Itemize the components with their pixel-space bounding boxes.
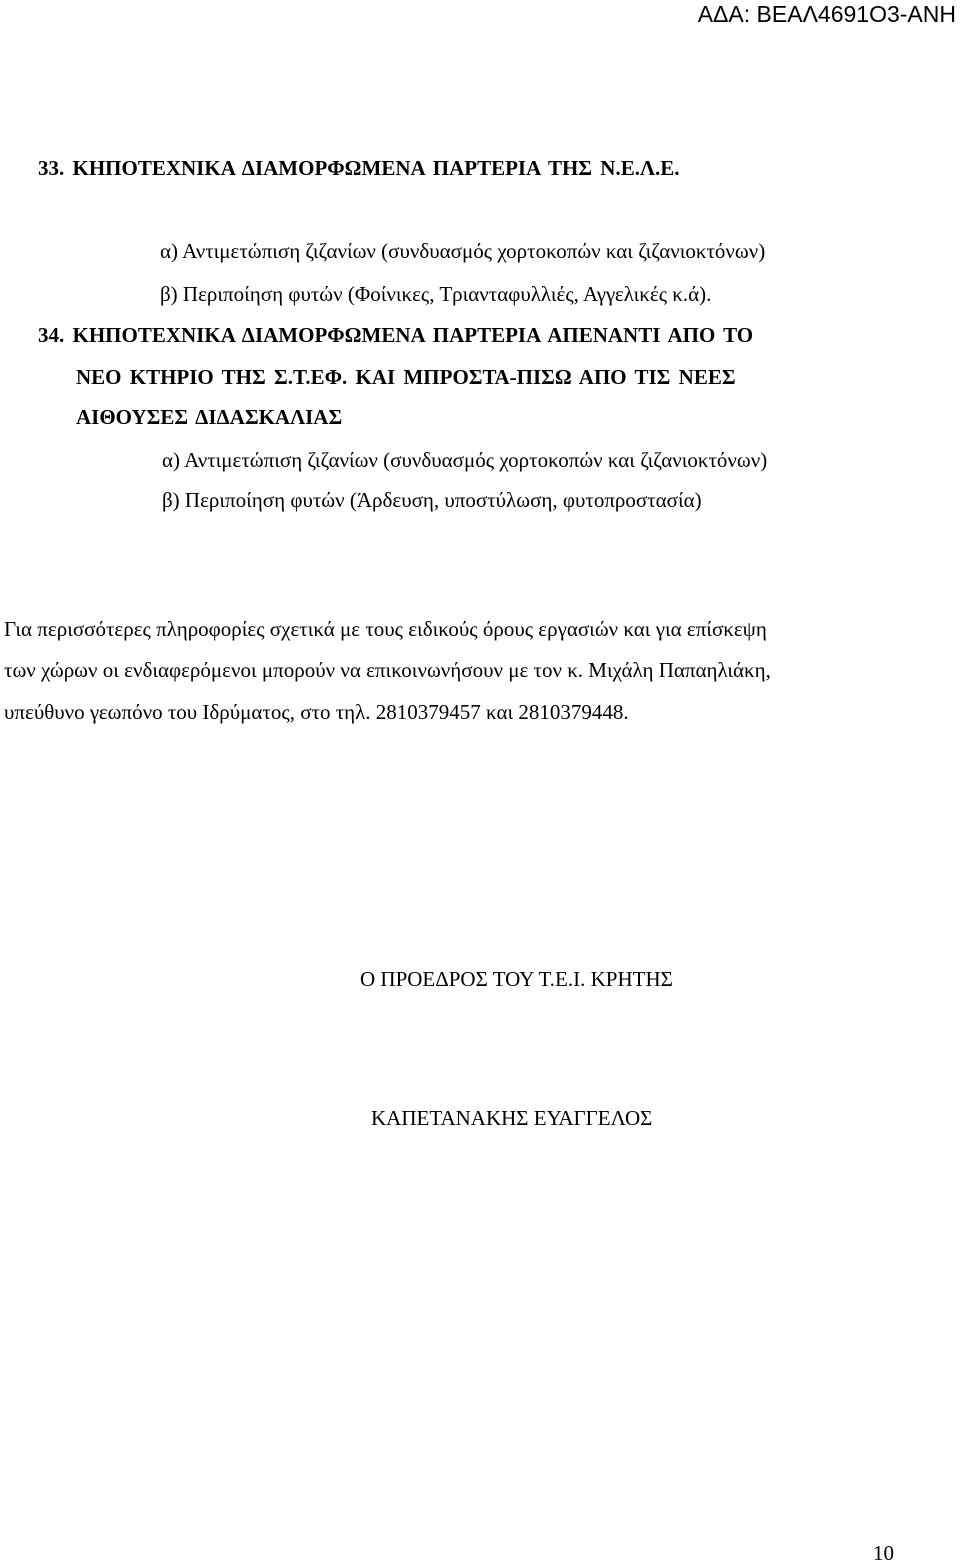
signature-role: Ο ΠΡΟΕΔΡΟΣ ΤΟΥ Τ.Ε.Ι. ΚΡΗΤΗΣ	[360, 967, 673, 991]
info-line-2: των χώρων οι ενδιαφερόμενοι μπορούν να επικοινωνήσουν με τον κ. Μιχάλη Παπαηλιάκη,	[4, 658, 771, 682]
ada-code: ΑΔΑ: ΒΕΑΛ4691Ο3-ΑΝΗ	[697, 1, 956, 27]
section-34-item-a: α) Αντιμετώπιση ζιζανίων (συνδυασμός χορτοκοπών και ζιζανιοκτόνων)	[162, 448, 768, 472]
section-34-item-b: β) Περιποίηση φυτών (Άρδευση, υποστύλωση, φυτοπροστασία)	[162, 488, 702, 512]
info-line-3: υπεύθυνο γεωπόνο του Ιδρύματος, στο τηλ. 2810379457 και 2810379448.	[4, 700, 629, 724]
page-number: 10	[873, 1541, 894, 1565]
section-33-title: 33. ΚΗΠΟΤΕΧΝΙΚΑ ΔΙΑΜΟΡΦΩΜΕΝΑ ΠΑΡΤΕΡΙΑ ΤΗΣ Ν.Ε.Λ.Ε.	[38, 156, 680, 180]
signature-name: ΚΑΠΕΤΑΝΑΚΗΣ ΕΥΑΓΓΕΛΟΣ	[371, 1106, 653, 1130]
section-34-title-line3: ΑΙΘΟΥΣΕΣ ΔΙΔΑΣΚΑΛΙΑΣ	[76, 405, 343, 429]
info-line-1: Για περισσότερες πληροφορίες σχετικά με τους ειδικούς όρους εργασιών και για επίσκεψη	[4, 617, 767, 641]
section-33-item-b: β) Περιποίηση φυτών (Φοίνικες, Τριανταφυλλιές, Αγγελικές κ.ά).	[160, 282, 712, 306]
section-34-title-line2: ΝΕΟ ΚΤΗΡΙΟ ΤΗΣ Σ.Τ.ΕΦ. ΚΑΙ ΜΠΡΟΣΤΑ-ΠΙΣΩ ΑΠΟ ΤΙΣ ΝΕΕΣ	[76, 365, 736, 389]
section-34-title-line1: 34. ΚΗΠΟΤΕΧΝΙΚΑ ΔΙΑΜΟΡΦΩΜΕΝΑ ΠΑΡΤΕΡΙΑ ΑΠΕΝΑΝΤΙ ΑΠΟ ΤΟ	[38, 323, 754, 347]
section-33-item-a: α) Αντιμετώπιση ζιζανίων (συνδυασμός χορτοκοπών και ζιζανιοκτόνων)	[160, 239, 766, 263]
